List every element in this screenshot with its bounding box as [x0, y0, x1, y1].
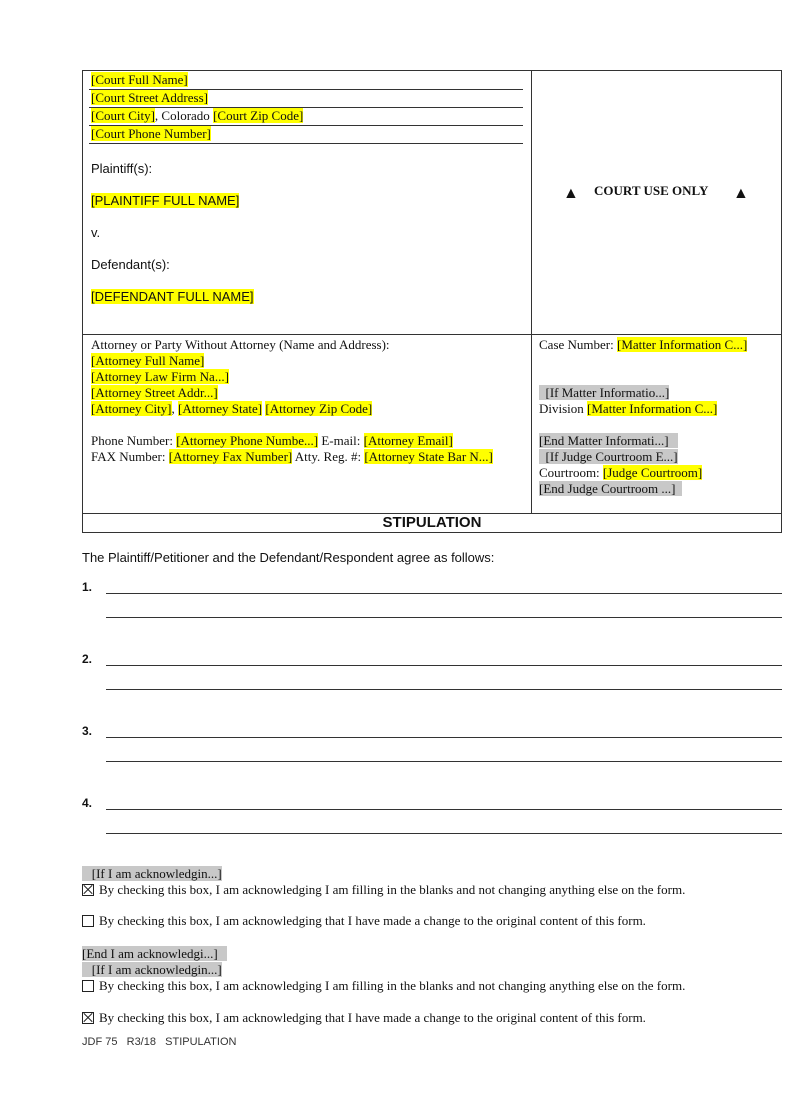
attorney-phone: [Attorney Phone Numbe...] — [176, 433, 319, 448]
court-full-name[interactable]: [Court Full Name] — [91, 72, 188, 87]
no-change-checkbox-2[interactable] — [82, 980, 94, 992]
item-3-line-1[interactable] — [106, 737, 782, 738]
attorney-state: [Attorney State] — [178, 401, 263, 416]
ack-changed-row-1[interactable]: By checking this box, I am acknowledging that I have made a change to the original content of this form. — [82, 913, 646, 929]
attorney-street[interactable]: [Attorney Street Addr...] — [91, 385, 218, 400]
courtroom-line[interactable]: Courtroom: [Judge Courtroom] — [539, 465, 703, 480]
page-title: STIPULATION — [382, 514, 482, 531]
attorney-phone-line[interactable]: Phone Number: [Attorney Phone Numbe...] E-mail: [Attorney Email] — [91, 433, 453, 448]
item-2-line-1[interactable] — [106, 665, 782, 666]
changed-checkbox-2[interactable] — [82, 1012, 94, 1024]
defendant-name[interactable]: [DEFENDANT FULL NAME] — [91, 289, 254, 304]
attorney-fax: [Attorney Fax Number] — [168, 449, 293, 464]
end-matter-field[interactable]: [End Matter Informati...] — [539, 433, 678, 449]
if-ack-field-2[interactable]: [If I am acknowledgin...] — [82, 962, 222, 978]
changed-checkbox-1[interactable] — [82, 915, 94, 927]
if-matter-field[interactable]: [If Matter Informatio...] — [539, 385, 669, 401]
division-line[interactable]: Division [Matter Information C...] — [539, 401, 718, 416]
attorney-city-line[interactable]: [Attorney City], [Attorney State] [Attorney Zip Code] — [91, 401, 373, 416]
item-number-2: 2. — [82, 652, 93, 666]
court-city: [Court City] — [91, 108, 155, 123]
courtroom-value: [Judge Courtroom] — [602, 465, 703, 480]
ack-changed-row-2[interactable]: By checking this box, I am acknowledging that I have made a change to the original content of this form. — [82, 1010, 646, 1026]
if-ack-field-1[interactable]: [If I am acknowledgin...] — [82, 866, 222, 882]
item-number-1: 1. — [82, 580, 93, 594]
case-number: [Matter Information C...] — [616, 337, 748, 352]
caption-vertical-divider — [531, 70, 532, 514]
form-footer: JDF 75 R3/18 STIPULATION — [82, 1036, 237, 1048]
end-judge-field[interactable]: [End Judge Courtroom ...] — [539, 481, 682, 497]
court-zip: [Court Zip Code] — [213, 108, 304, 123]
attorney-full-name[interactable]: [Attorney Full Name] — [91, 353, 205, 368]
right-triangle-icon: ▲ — [733, 185, 749, 202]
versus-text: v. — [91, 225, 101, 240]
court-street[interactable]: [Court Street Address] — [91, 90, 208, 105]
plaintiff-label: Plaintiff(s): — [91, 161, 153, 176]
item-4-line-2[interactable] — [106, 833, 782, 834]
attorney-zip: [Attorney Zip Code] — [265, 401, 373, 416]
ack-no-change-row-1[interactable]: By checking this box, I am acknowledging I am filling in the blanks and not changing anything else on the form. — [82, 882, 685, 898]
court-line-4 — [89, 143, 523, 144]
no-change-checkbox-1[interactable] — [82, 884, 94, 896]
attorney-email: [Attorney Email] — [363, 433, 453, 448]
item-number-3: 3. — [82, 724, 93, 738]
item-1-line-1[interactable] — [106, 593, 782, 594]
caption-horizontal-divider — [82, 334, 782, 335]
end-ack-field[interactable]: [End I am acknowledgi...] — [82, 946, 227, 962]
court-use-only: COURT USE ONLY — [594, 183, 709, 198]
attorney-reg: [Attorney State Bar N...] — [364, 449, 493, 464]
attorney-fax-line[interactable]: FAX Number: [Attorney Fax Number] Atty. Reg. #: [Attorney State Bar N...] — [91, 449, 493, 464]
division-value: [Matter Information C...] — [587, 401, 718, 416]
left-triangle-icon: ▲ — [563, 185, 579, 202]
item-1-line-2[interactable] — [106, 617, 782, 618]
item-number-4: 4. — [82, 796, 93, 810]
attorney-city: [Attorney City] — [91, 401, 172, 416]
item-3-line-2[interactable] — [106, 761, 782, 762]
attorney-firm[interactable]: [Attorney Law Firm Na...] — [91, 369, 229, 384]
defendant-label: Defendant(s): — [91, 257, 170, 272]
intro-text: The Plaintiff/Petitioner and the Defendant/Respondent agree as follows: — [82, 550, 495, 565]
case-number-line[interactable]: Case Number: [Matter Information C...] — [539, 337, 748, 352]
attorney-heading: Attorney or Party Without Attorney (Name and Address): — [91, 337, 390, 352]
plaintiff-name[interactable]: [PLAINTIFF FULL NAME] — [91, 193, 240, 208]
court-city-line[interactable]: [Court City], Colorado [Court Zip Code] — [91, 108, 304, 123]
ack-no-change-row-2[interactable]: By checking this box, I am acknowledging I am filling in the blanks and not changing anything else on the form. — [82, 978, 685, 994]
court-phone[interactable]: [Court Phone Number] — [91, 126, 211, 141]
item-4-line-1[interactable] — [106, 809, 782, 810]
item-2-line-2[interactable] — [106, 689, 782, 690]
if-judge-field[interactable]: [If Judge Courtroom E...] — [539, 449, 678, 465]
